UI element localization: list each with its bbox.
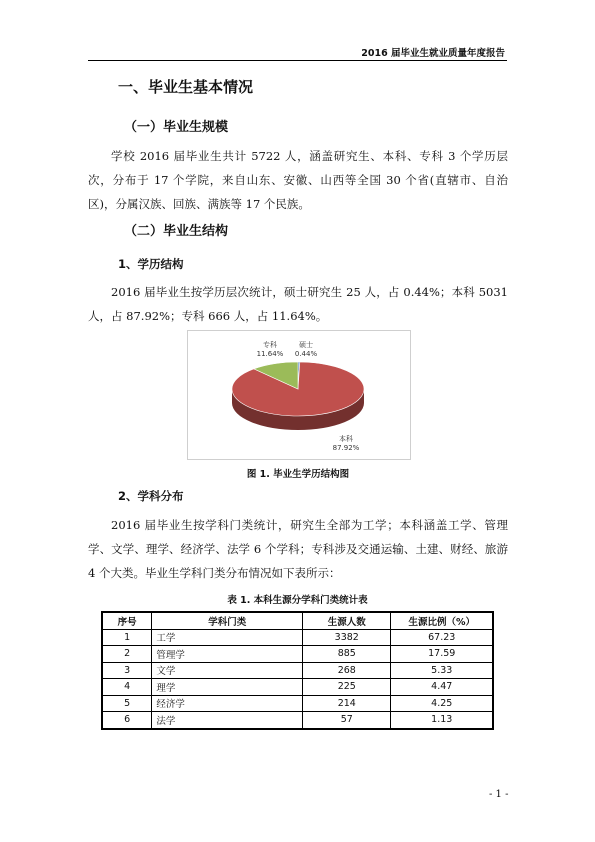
table-caption: 表 1. 本科生源分学科门类统计表 [227,595,368,606]
header-discipline: 学科门类 [152,612,303,629]
cell-index: 5 [102,695,152,712]
cell-count: 885 [303,646,391,663]
table-row [102,695,493,712]
cell-ratio: 17.59 [391,646,493,663]
cell-discipline: 法学 [152,712,303,729]
subsection-heading-structure: （二）毕业生结构 [124,224,229,239]
cell-count: 214 [303,695,391,712]
table-row [102,629,493,646]
cell-index: 3 [102,662,152,679]
cell-discipline: 文学 [152,662,303,679]
cell-index: 2 [102,646,152,663]
pie-chart-svg [188,331,410,459]
cell-ratio: 1.13 [391,712,493,729]
cell-ratio: 4.47 [391,679,493,696]
cell-discipline: 管理学 [152,646,303,663]
page-number: - 1 - [489,789,509,800]
cell-count: 225 [303,679,391,696]
subsection-heading-scale: （一）毕业生规模 [124,120,229,135]
cell-count: 3382 [303,629,391,646]
education-pie-chart [187,330,411,460]
table-row [102,646,493,663]
section-heading-1: 一、毕业生基本情况 [118,78,254,96]
cell-ratio: 67.23 [391,629,493,646]
header-index: 序号 [102,612,152,629]
pie-label-value: 11.64% [256,350,284,358]
cell-index: 6 [102,712,152,729]
cell-discipline: 工学 [152,629,303,646]
cell-discipline: 经济学 [152,695,303,712]
pie-label-name: 硕士 [299,341,313,349]
header-ratio: 生源比例（%） [391,612,493,629]
cell-count: 57 [303,712,391,729]
pie-label-name: 专科 [263,341,277,349]
cell-index: 1 [102,629,152,646]
header-rule [88,60,507,61]
heading-education-structure: 1、学历结构 [118,257,184,271]
cell-ratio: 5.33 [391,662,493,679]
paragraph-education-structure: 2016 届毕业生按学历层次统计，硕士研究生 25 人，占 0.44%；本科 5031 人，占 87.92%；专科 666 人，占 11.64%。 [88,285,508,323]
pie-label-value: 87.92% [332,444,360,452]
table-row [102,679,493,696]
discipline-table [101,611,494,730]
table-header-row [102,612,493,629]
cell-discipline: 理学 [152,679,303,696]
pie-label-name: 本科 [339,435,353,443]
pie-label-value: 0.44% [294,350,318,358]
table-row [102,662,493,679]
cell-index: 4 [102,679,152,696]
paragraph-scale: 学校 2016 届毕业生共计 5722 人，涵盖研究生、本科、专科 3 个学历层次，分布于 17 个学院，来自山东、安徽、山西等全国 30 个省(直辖市、自治区)，分属汉族、回族、满族等 17 个民族。 [88,149,508,211]
running-header: 2016 届毕业生就业质量年度报告 [361,48,505,59]
paragraph-discipline-distribution: 2016 届毕业生按学科门类统计，研究生全部为工学；本科涵盖工学、管理学、文学、理学、经济学、法学 6 个学科；专科涉及交通运输、土建、财经、旅游 4 个大类。毕业生学科门类分布情况如下表所示： [88,518,508,580]
cell-ratio: 4.25 [391,695,493,712]
table-row [102,712,493,729]
figure-caption: 图 1. 毕业生学历结构图 [246,469,350,480]
header-count: 生源人数 [303,612,391,629]
cell-count: 268 [303,662,391,679]
heading-discipline-distribution: 2、学科分布 [118,489,184,503]
